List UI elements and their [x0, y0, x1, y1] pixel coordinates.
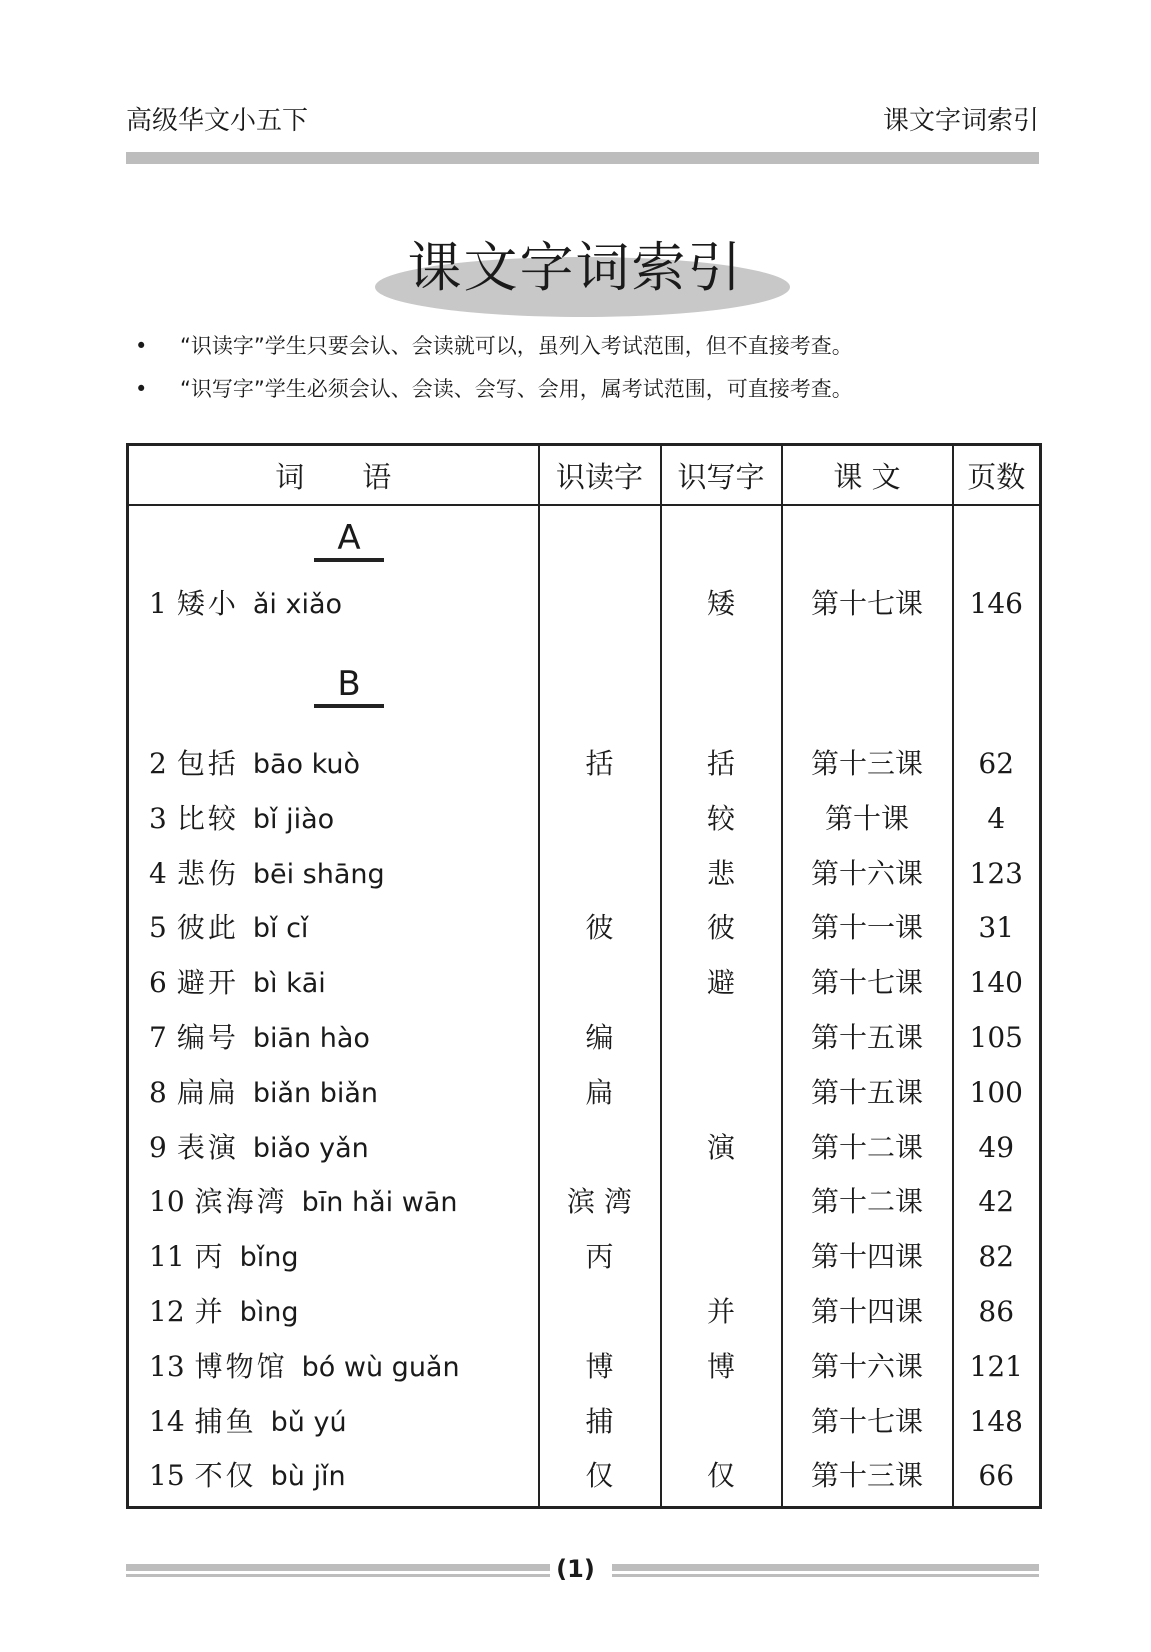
- lesson: [783, 958, 952, 1008]
- page: [954, 1232, 1040, 1282]
- entry-pinyin: bǐ jiào: [252, 803, 335, 835]
- lesson: [783, 1123, 952, 1173]
- entry-word: 编号: [176, 1021, 239, 1054]
- word-entry: [129, 739, 538, 789]
- word-entry: [129, 1068, 538, 1118]
- write-char-text: 博: [706, 1349, 735, 1383]
- entry-pinyin: bēi shāng: [252, 858, 385, 890]
- lesson: [783, 849, 952, 899]
- write-char-text: 仅: [706, 1459, 735, 1493]
- page: [954, 579, 1040, 629]
- write-char: [662, 794, 781, 844]
- lesson: [783, 903, 952, 953]
- col-header-write: 识写字: [661, 445, 782, 506]
- entry-pinyin: bǐ cǐ: [252, 913, 309, 945]
- lesson-text: 第十课: [824, 801, 909, 835]
- entry-word: 并: [194, 1295, 226, 1328]
- header-book-title: 高级华文小五下: [126, 106, 309, 136]
- page-text: 31: [978, 911, 1015, 945]
- word-entry: [129, 1397, 538, 1447]
- entry-number: 14: [149, 1404, 185, 1438]
- page: [954, 1451, 1040, 1501]
- write-char-text: 演: [706, 1130, 735, 1164]
- note-write-chars: [135, 373, 853, 403]
- write-column: [661, 505, 782, 1508]
- page-text: 100: [969, 1075, 1023, 1109]
- write-char: [662, 1342, 781, 1392]
- col-header-read: 识读字: [539, 445, 661, 506]
- write-char: [662, 1123, 781, 1173]
- entry-word: 矮小: [176, 587, 239, 620]
- page-text: 49: [978, 1130, 1015, 1164]
- page: [954, 1068, 1040, 1118]
- lesson-text: 第十六课: [810, 856, 923, 890]
- note-text: “识写字”学生必须会认、会读、会写、会用，属考试范围，可直接考查。: [180, 377, 853, 401]
- entry-number: 11: [149, 1240, 185, 1274]
- read-char: [540, 794, 660, 844]
- page: [954, 958, 1040, 1008]
- page-number: (1): [556, 1555, 595, 1583]
- entry-pinyin: bāo kuò: [252, 749, 361, 780]
- read-char-text: 括: [585, 747, 614, 780]
- entry-pinyin: ǎi xiǎo: [252, 589, 343, 620]
- lesson-text: 第十七课: [810, 1404, 923, 1438]
- col-header-word: 词 语: [128, 445, 539, 506]
- page-text: 4: [987, 801, 1006, 835]
- page: [954, 1177, 1040, 1227]
- word-entry: [129, 1287, 538, 1337]
- write-char: [662, 1287, 781, 1337]
- page-title: 课文字词索引: [407, 236, 744, 299]
- lesson-text: 第十七课: [810, 966, 923, 1000]
- page-text: 66: [978, 1459, 1015, 1493]
- word-entry: [129, 579, 538, 629]
- write-char: [662, 958, 781, 1008]
- entry-word: 包括: [176, 747, 239, 780]
- lesson: [783, 1232, 952, 1282]
- write-char-text: 矮: [706, 587, 735, 620]
- page: [954, 1123, 1040, 1173]
- entry-number: 9: [149, 1130, 167, 1164]
- page-text: 121: [969, 1349, 1023, 1383]
- entry-pinyin: bǔ yú: [270, 1406, 347, 1438]
- read-char-text: 滨 湾: [567, 1185, 632, 1219]
- lesson: [783, 1397, 952, 1447]
- write-char-text: 并: [706, 1295, 735, 1328]
- entry-number: 10: [149, 1185, 185, 1219]
- write-char: [662, 1397, 781, 1447]
- lesson-text: 第十四课: [810, 1240, 923, 1274]
- word-index-table: [126, 443, 1042, 1509]
- page: [954, 1397, 1040, 1447]
- lesson: [783, 1451, 952, 1501]
- lesson: [783, 794, 952, 844]
- read-char-text: 仅: [585, 1459, 614, 1493]
- entry-word: 滨海湾: [194, 1185, 288, 1219]
- word-entry: [129, 1342, 538, 1392]
- entry-word: 比较: [176, 801, 239, 835]
- write-char: [662, 1013, 781, 1063]
- lesson-text: 第十二课: [810, 1185, 923, 1219]
- entry-pinyin: bīn hǎi wān: [301, 1187, 458, 1219]
- page-text: 140: [969, 966, 1023, 1000]
- read-char-text: 扁: [585, 1075, 614, 1109]
- entry-number: 5: [149, 911, 167, 945]
- entry-number: 12: [149, 1295, 185, 1328]
- page-text: 86: [978, 1295, 1015, 1328]
- word-column: [128, 505, 539, 1508]
- entry-word: 博物馆: [194, 1349, 288, 1383]
- entry-number: 4: [149, 856, 167, 890]
- entry-word: 扁扁: [176, 1075, 239, 1109]
- page: [954, 1287, 1040, 1337]
- section-letter: B: [314, 664, 384, 708]
- lesson: [783, 1177, 952, 1227]
- read-char: [540, 1013, 660, 1063]
- entry-number: 15: [149, 1459, 185, 1493]
- word-entry: [129, 1123, 538, 1173]
- lesson: [783, 1342, 952, 1392]
- word-entry: [129, 849, 538, 899]
- page: [954, 903, 1040, 953]
- write-char: [662, 1451, 781, 1501]
- lesson: [783, 1068, 952, 1118]
- header-divider: [126, 152, 1039, 164]
- lesson-text: 第十六课: [810, 1349, 923, 1383]
- read-char-text: 编: [585, 1021, 614, 1054]
- read-char: [540, 739, 660, 789]
- read-char: [540, 579, 660, 629]
- word-entry: [129, 1013, 538, 1063]
- read-char: [540, 1451, 660, 1501]
- entry-number: 2: [149, 747, 167, 780]
- page-text: 123: [969, 856, 1023, 890]
- page-column: [953, 505, 1041, 1508]
- entry-pinyin: biǎo yǎn: [252, 1132, 369, 1164]
- page: [954, 1342, 1040, 1392]
- read-char: [540, 903, 660, 953]
- entry-pinyin: bìng: [239, 1297, 299, 1328]
- col-header-page: 页数: [953, 445, 1041, 506]
- section-letter: A: [314, 518, 384, 562]
- entry-pinyin: bó wù guǎn: [301, 1351, 460, 1383]
- entry-word: 避开: [176, 966, 239, 1000]
- lesson-text: 第十二课: [810, 1130, 923, 1164]
- read-column: [539, 505, 661, 1508]
- page-text: 62: [978, 747, 1015, 780]
- entry-word: 丙: [194, 1240, 226, 1274]
- write-char: [662, 849, 781, 899]
- bullet: •: [135, 334, 148, 358]
- lesson-text: 第十五课: [810, 1021, 923, 1054]
- lesson: [783, 1287, 952, 1337]
- word-entry: [129, 958, 538, 1008]
- entry-pinyin: bù jǐn: [270, 1461, 346, 1493]
- entry-word: 捕鱼: [194, 1404, 257, 1438]
- page: [954, 1013, 1040, 1063]
- col-header-lesson: 课 文: [782, 445, 953, 506]
- read-char: [540, 958, 660, 1008]
- read-char-text: 捕: [585, 1404, 614, 1438]
- word-entry: [129, 1177, 538, 1227]
- entry-number: 6: [149, 966, 167, 1000]
- entry-number: 13: [149, 1349, 185, 1383]
- entry-pinyin: bì kāi: [252, 968, 326, 1000]
- entry-word: 表演: [176, 1130, 239, 1164]
- lesson-text: 第十七课: [810, 587, 923, 620]
- page: [954, 739, 1040, 789]
- lesson: [783, 1013, 952, 1063]
- word-entry: [129, 1232, 538, 1282]
- page-text: 82: [978, 1240, 1015, 1274]
- lesson-text: 第十一课: [810, 911, 923, 945]
- write-char-text: 避: [706, 966, 735, 1000]
- page-text: 146: [969, 587, 1023, 620]
- write-char-text: 悲: [706, 856, 735, 890]
- lesson-text: 第十四课: [810, 1295, 923, 1328]
- read-char: [540, 1177, 660, 1227]
- entry-pinyin: biān hào: [252, 1023, 370, 1054]
- page-text: 148: [969, 1404, 1023, 1438]
- write-char-text: 彼: [706, 911, 735, 945]
- entry-word: 彼此: [176, 911, 239, 945]
- read-char: [540, 1287, 660, 1337]
- entry-word: 不仅: [194, 1459, 257, 1493]
- page-text: 42: [978, 1185, 1015, 1219]
- lesson-text: 第十三课: [810, 747, 923, 780]
- read-char: [540, 1123, 660, 1173]
- page: [954, 849, 1040, 899]
- entry-number: 3: [149, 801, 167, 835]
- write-char-text: 较: [706, 801, 735, 835]
- entry-pinyin: bǐng: [239, 1242, 299, 1274]
- entry-word: 悲伤: [176, 856, 239, 890]
- read-char-text: 博: [585, 1349, 614, 1383]
- read-char-text: 丙: [585, 1240, 614, 1274]
- page: [954, 794, 1040, 844]
- read-char: [540, 1068, 660, 1118]
- lesson: [783, 739, 952, 789]
- read-char: [540, 1342, 660, 1392]
- read-char: [540, 1397, 660, 1447]
- lesson: [783, 579, 952, 629]
- read-char: [540, 1232, 660, 1282]
- write-char: [662, 579, 781, 629]
- note-text: “识读字”学生只要会认、会读就可以，虽列入考试范围，但不直接考查。: [180, 334, 853, 358]
- read-char: [540, 849, 660, 899]
- bullet: •: [135, 377, 148, 401]
- page-text: 105: [969, 1021, 1023, 1054]
- lesson-text: 第十三课: [810, 1459, 923, 1493]
- write-char: [662, 1232, 781, 1282]
- write-char-text: 括: [706, 747, 735, 780]
- write-char: [662, 1177, 781, 1227]
- header-section-title: 课文字词索引: [882, 106, 1039, 136]
- word-entry: [129, 1451, 538, 1501]
- read-char-text: 彼: [585, 911, 614, 945]
- entry-pinyin: biǎn biǎn: [252, 1077, 379, 1109]
- word-entry: [129, 903, 538, 953]
- word-entry: [129, 794, 538, 844]
- write-char: [662, 903, 781, 953]
- entry-number: 7: [149, 1021, 167, 1054]
- write-char: [662, 739, 781, 789]
- lesson-column: [782, 505, 953, 1508]
- lesson-text: 第十五课: [810, 1075, 923, 1109]
- note-read-chars: [135, 330, 853, 360]
- entry-number: 1: [149, 587, 167, 620]
- write-char: [662, 1068, 781, 1118]
- entry-number: 8: [149, 1075, 167, 1109]
